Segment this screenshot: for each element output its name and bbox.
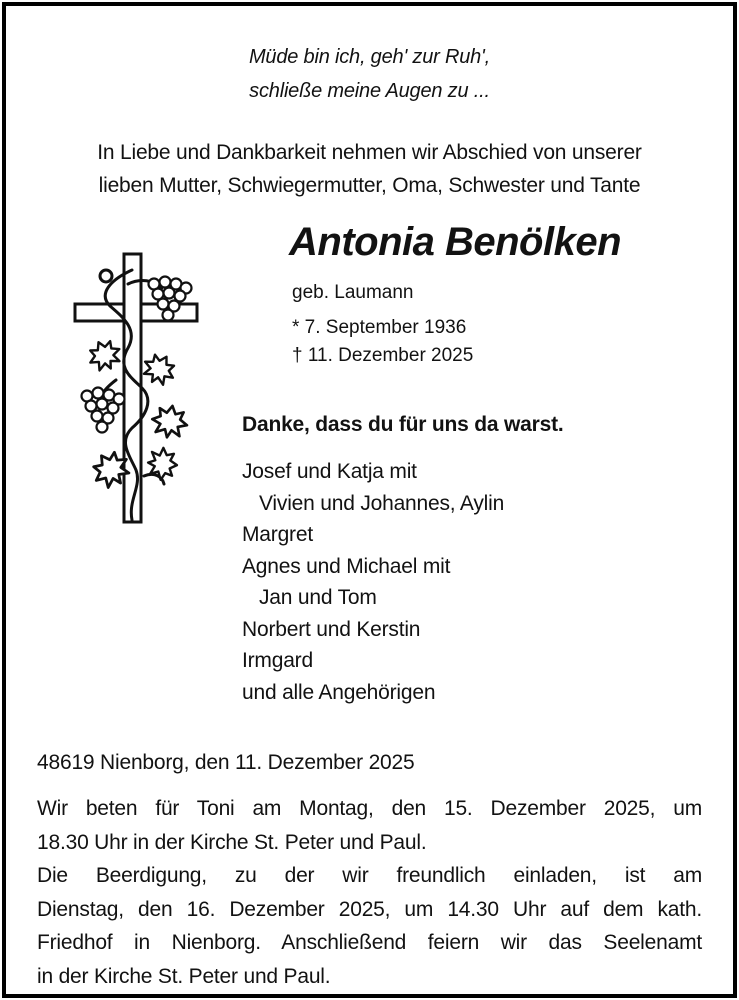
mourner-line: Norbert und Kerstin (242, 617, 421, 641)
place-date-line: 48619 Nienborg, den 11. Dezember 2025 (37, 751, 415, 774)
cross-grapevine-illustration (70, 250, 202, 526)
verse-line: schließe meine Augen zu ... (249, 80, 490, 102)
maiden-name: geb. Laumann (292, 282, 414, 303)
life-dates (292, 314, 733, 370)
mourner-line: Irmgard (242, 649, 313, 672)
verse-line: Müde bin ich, geh' zur Ruh', (248, 46, 491, 68)
death-date: † 11. Dezember 2025 (292, 345, 474, 366)
obituary-card (2, 2, 737, 998)
announcement-line: Dienstag, den 16. Dezember 2025, um 14.30 Uhr auf dem kath. (37, 897, 702, 921)
mourner-line: Josef und Katja mit (242, 460, 417, 483)
mourners-list (242, 456, 733, 708)
mourner-line: Margret (242, 523, 313, 546)
mourner-line: Agnes und Michael mit (242, 554, 451, 578)
intro-line: In Liebe und Dankbarkeit nehmen wir Abschied von unserer (97, 141, 642, 164)
intro-line: lieben Mutter, Schwiegermutter, Oma, Schwester und Tante (98, 174, 641, 197)
mourner-line: Vivien und Johannes, Aylin (259, 491, 505, 515)
announcement-line: Wir beten für Toni am Montag, den 15. Dezember 2025, um (37, 797, 702, 820)
mourner-line: Jan und Tom (259, 586, 377, 609)
epigraph-verse (6, 40, 733, 108)
mourner-line: und alle Angehörigen (242, 680, 436, 704)
announcement-line: 18.30 Uhr in der Kirche St. Peter und Paul. (37, 830, 427, 854)
tribute-line: Danke, dass du für uns da warst. (242, 413, 564, 436)
service-announcement (37, 792, 702, 993)
deceased-name: Antonia Benölken (289, 220, 622, 264)
grape-cluster-left (82, 388, 125, 433)
intro-text (6, 136, 733, 202)
announcement-line: in der Kirche St. Peter und Paul. (37, 964, 331, 988)
announcement-line: Friedhof in Nienborg. Anschließend feiern wir das Seelenamt (37, 931, 702, 954)
birth-date: * 7. September 1936 (292, 317, 467, 338)
announcement-line: Die Beerdigung, zu der wir freundlich einladen, ist am (37, 864, 702, 887)
main-section (6, 202, 733, 708)
